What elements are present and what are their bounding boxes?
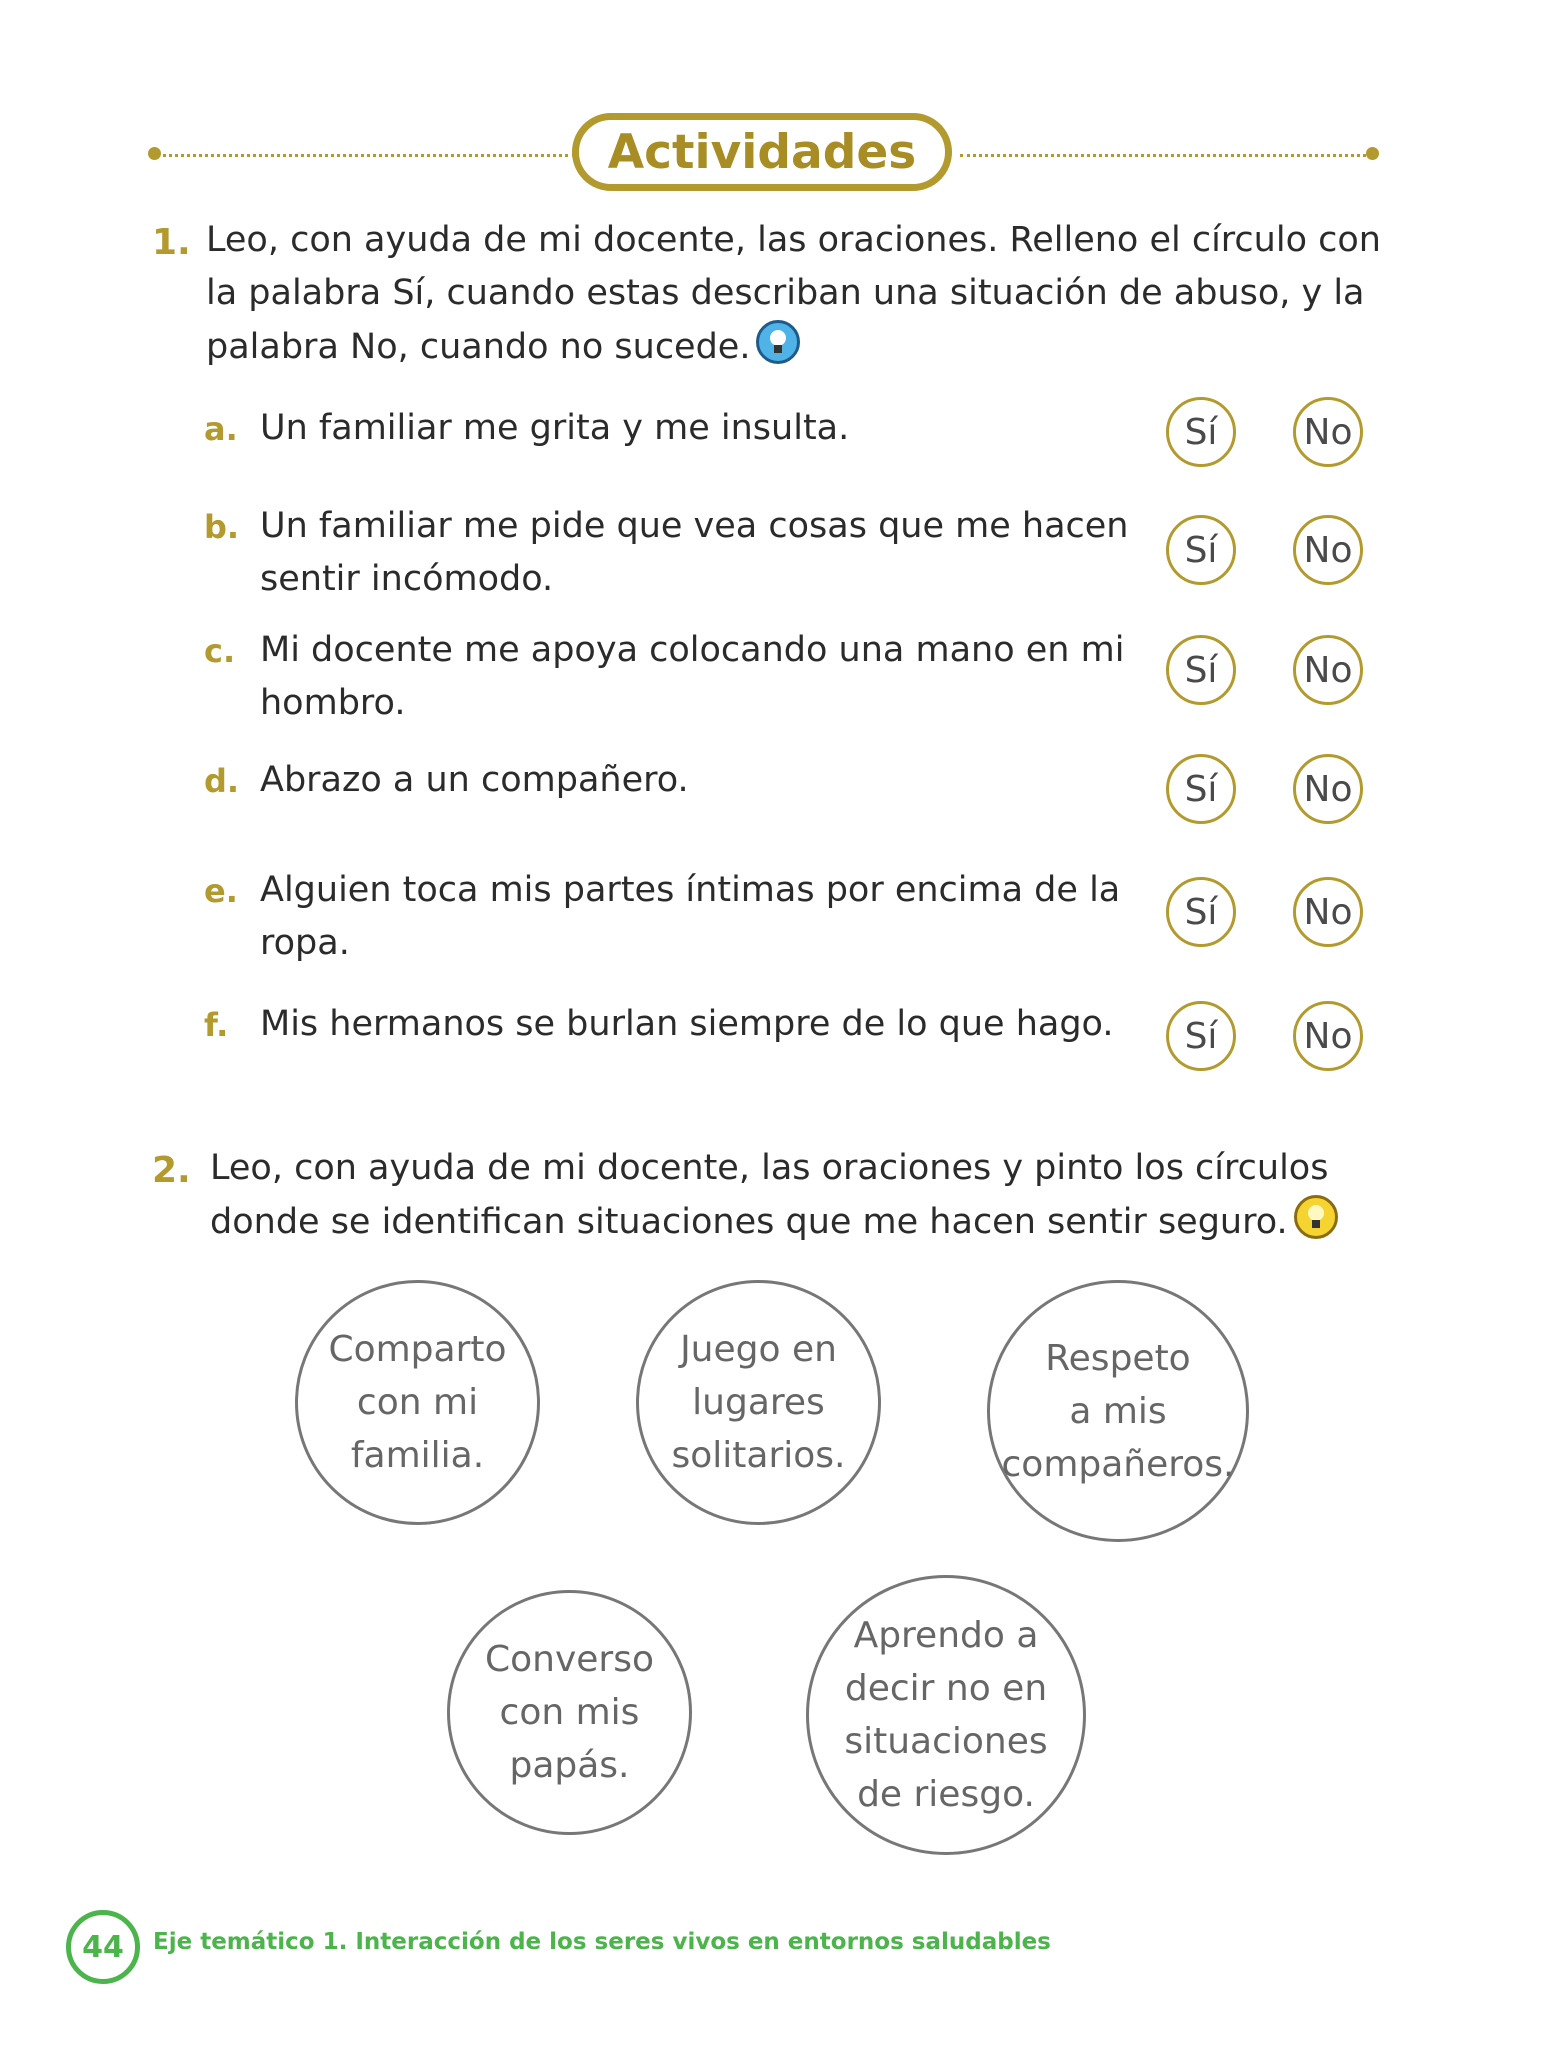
instruction-line: Leo, con ayuda de mi docente, las oraciones. Relleno el círculo con	[206, 220, 1381, 260]
item-line: hombro.	[260, 683, 406, 723]
situation-circle[interactable]	[447, 1590, 692, 1835]
instruction-line	[210, 1195, 1410, 1249]
situation-line: a mis	[1069, 1390, 1167, 1432]
situation-circle[interactable]	[987, 1280, 1249, 1542]
yes-circle[interactable]: Sí	[1166, 635, 1236, 705]
no-circle[interactable]: No	[1293, 754, 1363, 824]
item-letter: f.	[204, 1006, 229, 1044]
lightbulb-icon	[1294, 1195, 1338, 1239]
item-letter: c.	[204, 632, 236, 670]
situation-line: papás.	[509, 1745, 630, 1786]
item-letter: a.	[204, 410, 238, 448]
header-right-dot	[1366, 147, 1379, 160]
yes-circle[interactable]: Sí	[1166, 515, 1236, 585]
no-circle[interactable]: No	[1293, 397, 1363, 467]
situation-circle[interactable]	[806, 1575, 1086, 1855]
item-text	[260, 402, 1130, 455]
situation-line: Comparto	[328, 1329, 507, 1370]
instruction-line-text: donde se identifican situaciones que me hacen sentir seguro.	[210, 1202, 1288, 1242]
situation-line: lugares	[692, 1382, 825, 1423]
item-text	[260, 624, 1130, 730]
situation-line: compañeros.	[1001, 1443, 1235, 1485]
item-line: Mis hermanos se burlan siempre de lo que hago.	[260, 1004, 1114, 1044]
instruction-line: la palabra Sí, cuando estas describan una situación de abuso, y la	[206, 273, 1365, 313]
section-title: Actividades	[572, 113, 952, 191]
yes-circle[interactable]: Sí	[1166, 877, 1236, 947]
item-line: Abrazo a un compañero.	[260, 760, 689, 800]
item-line: Un familiar me grita y me insulta.	[260, 408, 850, 448]
situation-line: Respeto	[1045, 1337, 1191, 1379]
no-circle[interactable]: No	[1293, 877, 1363, 947]
situation-line: familia.	[350, 1435, 485, 1476]
situation-line: con mis	[499, 1692, 640, 1733]
footer-text: Eje temático 1. Interacción de los seres vivos en entornos saludables	[153, 1929, 1051, 1955]
situation-line: situaciones	[844, 1721, 1048, 1762]
lightbulb-icon	[756, 320, 800, 364]
situation-line: Aprendo a	[853, 1615, 1039, 1656]
no-circle[interactable]: No	[1293, 1001, 1363, 1071]
activity-2-number: 2.	[152, 1150, 191, 1191]
item-letter: b.	[204, 508, 240, 546]
yes-circle[interactable]: Sí	[1166, 754, 1236, 824]
situation-line: solitarios.	[671, 1435, 846, 1476]
instruction-line	[206, 320, 1406, 374]
situation-line: Converso	[484, 1639, 654, 1680]
item-text	[260, 998, 1130, 1051]
item-text	[260, 864, 1130, 970]
situation-circle[interactable]	[636, 1280, 881, 1525]
activity-1-number: 1.	[152, 222, 191, 263]
item-text	[260, 754, 1130, 807]
yes-circle[interactable]: Sí	[1166, 397, 1236, 467]
header-left-rule	[156, 154, 576, 157]
item-line: Un familiar me pide que vea cosas que me hacen	[260, 506, 1129, 546]
no-circle[interactable]: No	[1293, 515, 1363, 585]
activity-2-instruction	[210, 1142, 1410, 1249]
situation-line: decir no en	[844, 1668, 1048, 1709]
item-line: ropa.	[260, 923, 350, 963]
situation-circle[interactable]	[295, 1280, 540, 1525]
situation-line: de riesgo.	[857, 1774, 1035, 1815]
item-letter: d.	[204, 762, 240, 800]
page-number: 44	[66, 1910, 140, 1984]
instruction-line: Leo, con ayuda de mi docente, las oraciones y pinto los círculos	[210, 1148, 1329, 1188]
item-line: Alguien toca mis partes íntimas por encima de la	[260, 870, 1121, 910]
situation-line: Juego en	[680, 1329, 837, 1370]
instruction-line-text: palabra No, cuando no sucede.	[206, 327, 751, 367]
item-line: Mi docente me apoya colocando una mano en mi	[260, 630, 1125, 670]
yes-circle[interactable]: Sí	[1166, 1001, 1236, 1071]
header-right-rule	[960, 154, 1372, 157]
activity-1-instruction	[206, 214, 1406, 374]
item-letter: e.	[204, 872, 238, 910]
no-circle[interactable]: No	[1293, 635, 1363, 705]
situation-line: con mi	[356, 1382, 479, 1423]
item-line: sentir incómodo.	[260, 559, 554, 599]
item-text	[260, 500, 1130, 606]
